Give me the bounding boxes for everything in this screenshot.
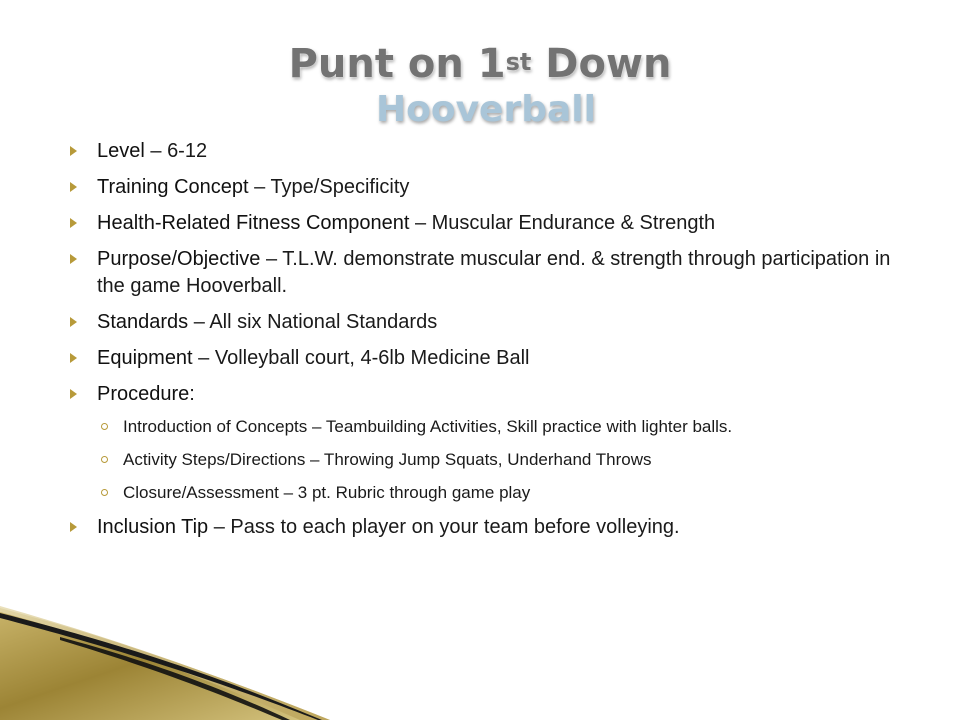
item-label: Level [97,140,145,162]
item-label: Procedure [97,383,190,405]
title-text-rest: Down [531,41,672,87]
item-separator: – [144,140,168,162]
item-label: Equipment [97,347,193,369]
step-text: Activity Steps/Directions – Throwing Jump Squats, Underhand Throws [123,450,652,469]
item-value: Type/Specificity [270,176,410,198]
item-value: All six National Standards [209,311,438,333]
item-separator: – [248,176,271,198]
title-text: Punt on 1 [288,41,506,87]
item-label: Purpose/Objective [97,248,261,270]
item-label: Training Concept [97,176,249,198]
item-value: Pass to each player on your team before volleying. [230,516,680,538]
item-label: Inclusion Tip [97,516,209,538]
item-value: Muscular Endurance & Strength [431,212,716,234]
title-subtitle: Hooverball [376,89,596,130]
item-label: Standards [97,311,189,333]
item-separator: – [409,212,432,234]
item-value: 6-12 [167,140,208,162]
item-separator: – [188,311,210,333]
step-text: Introduction of Concepts – Teambuilding Activities, Skill practice with lighter balls. [123,417,733,436]
item-value: T.L.W. demonstrate muscular end. & strength through participation in the game Hooverball. [97,248,891,297]
item-separator: – [192,347,215,369]
item-separator: – [260,248,283,270]
item-separator: – [208,516,231,538]
item-separator: : [189,383,195,405]
step-text: Closure/Assessment – 3 pt. Rubric through game play [123,483,531,502]
title-superscript: st [505,48,532,76]
item-value: Volleyball court, 4-6lb Medicine Ball [214,347,530,369]
item-label: Health-Related Fitness Component [97,212,410,234]
